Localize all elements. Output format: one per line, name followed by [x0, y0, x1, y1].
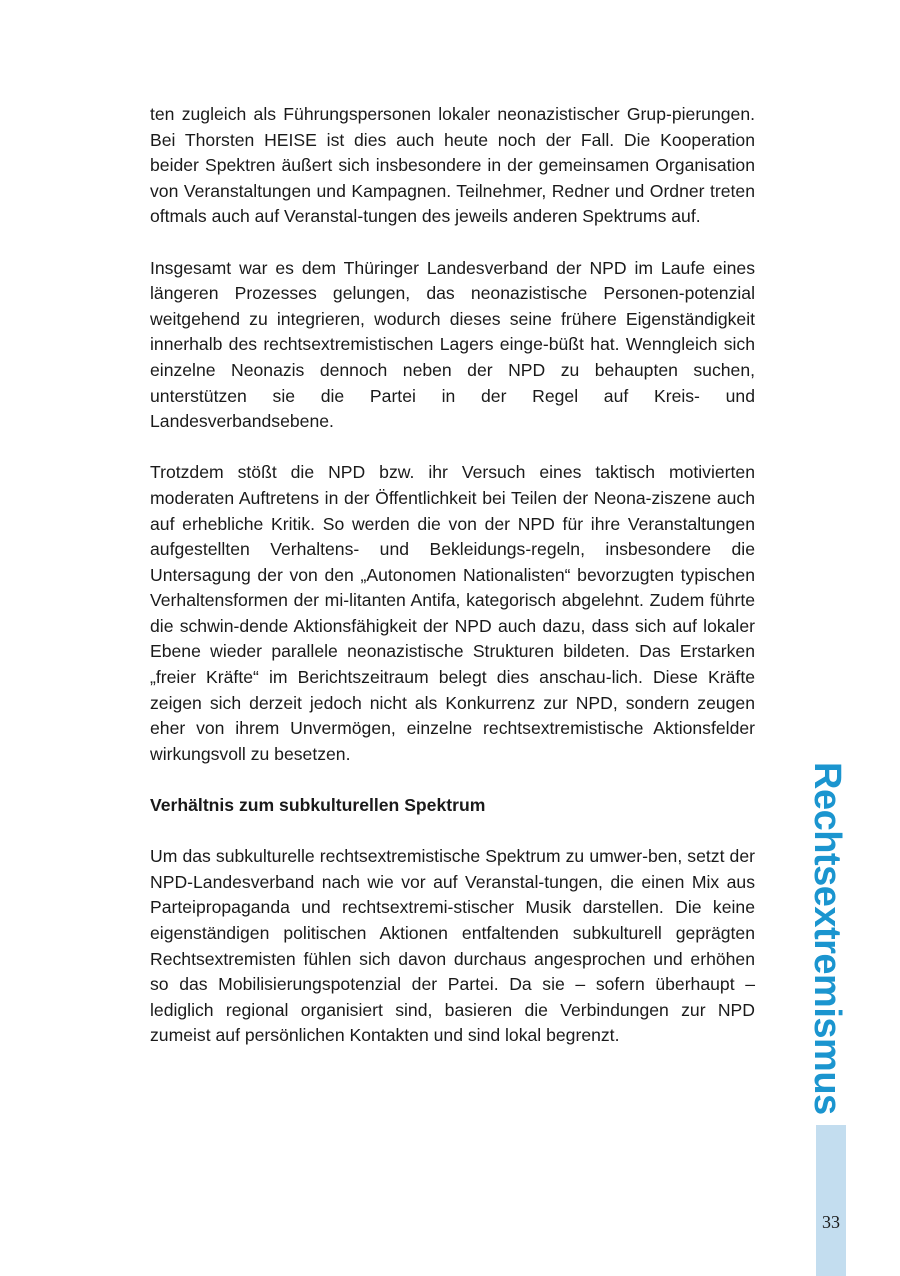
paragraph: Trotzdem stößt die NPD bzw. ihr Versuch eines taktisch motivierten moderaten Auftretens in der Öffentlichkeit bei Teilen der Neona-ziszene auch auf erhebliche Kritik. So werden die von der NPD für ihre Veranstaltungen aufgestellten Verhaltens- und Bekleidungs-regeln, insbesondere die Untersagung der von den „Autonomen Nationalisten“ bevorzugten typischen Verhaltensformen der mi-litanten Antifa, kategorisch abgelehnt. Zudem führte die schwin-dende Aktionsfähigkeit der NPD auch dazu, dass sich auf lokaler Ebene wieder parallele neonazistische Strukturen bildeten. Das Erstarken „freier Kräfte“ im Berichtszeitraum belegt dies anschau-lich. Diese Kräfte zeigen sich derzeit jedoch nicht als Konkurrenz zur NPD, sondern zeugen eher von ihrem Unvermögen, einzelne rechtsextremistische Aktionsfelder wirkungsvoll zu besetzen.	[150, 462, 755, 764]
paragraph: ten zugleich als Führungspersonen lokaler neonazistischer Grup-pierungen. Bei Thorsten HEISE ist dies auch heute noch der Fall. Die Kooperation beider Spektren äußert sich insbesondere in der gemeinsamen Organisation von Veranstaltungen und Kampagnen. Teilnehmer, Redner und Ordner treten oftmals auch auf Veranstal-tungen des jeweils anderen Spektrums auf.	[150, 104, 755, 227]
page-number: 33	[822, 1212, 840, 1232]
page-tab	[816, 1125, 846, 1276]
paragraph: Insgesamt war es dem Thüringer Landesverband der NPD im Laufe eines längeren Prozesses gelungen, das neonazistische Personen-potenzial weitgehend zu integrieren, wodurch dieses seine frühere Eigenständigkeit innerhalb des rechtsextremistischen Lagers einge-büßt hat. Wenngleich sich einzelne Neonazis dennoch neben der NPD zu behaupten suchen, unterstützen sie die Partei in der Regel auf Kreis- und Landesverbandsebene.	[150, 257, 755, 432]
chapter-side-title	[806, 762, 848, 1115]
page-body	[150, 102, 755, 1049]
section-heading: Verhältnis zum subkulturellen Spektrum	[150, 795, 486, 816]
chapter-side-title-text: Rechtsextremismus	[806, 762, 848, 1115]
paragraph: Um das subkulturelle rechtsextremistische Spektrum zu umwer-ben, setzt der NPD-Landesverband nach wie vor auf Veranstal-tungen, die einen Mix aus Parteipropaganda und rechtsextremi-stischer Musik darstellen. Die keine eigenständigen politischen Aktionen entfaltenden subkulturell geprägten Rechtsextremisten fühlen sich davon durchaus angesprochen und erhöhen so das Mobilisierungspotenzial der Partei. Da sie – sofern überhaupt – lediglich regional organisiert sind, basieren die Verbindungen zur NPD zumeist auf persönlichen Kontakten und sind lokal begrenzt.	[150, 846, 755, 1046]
